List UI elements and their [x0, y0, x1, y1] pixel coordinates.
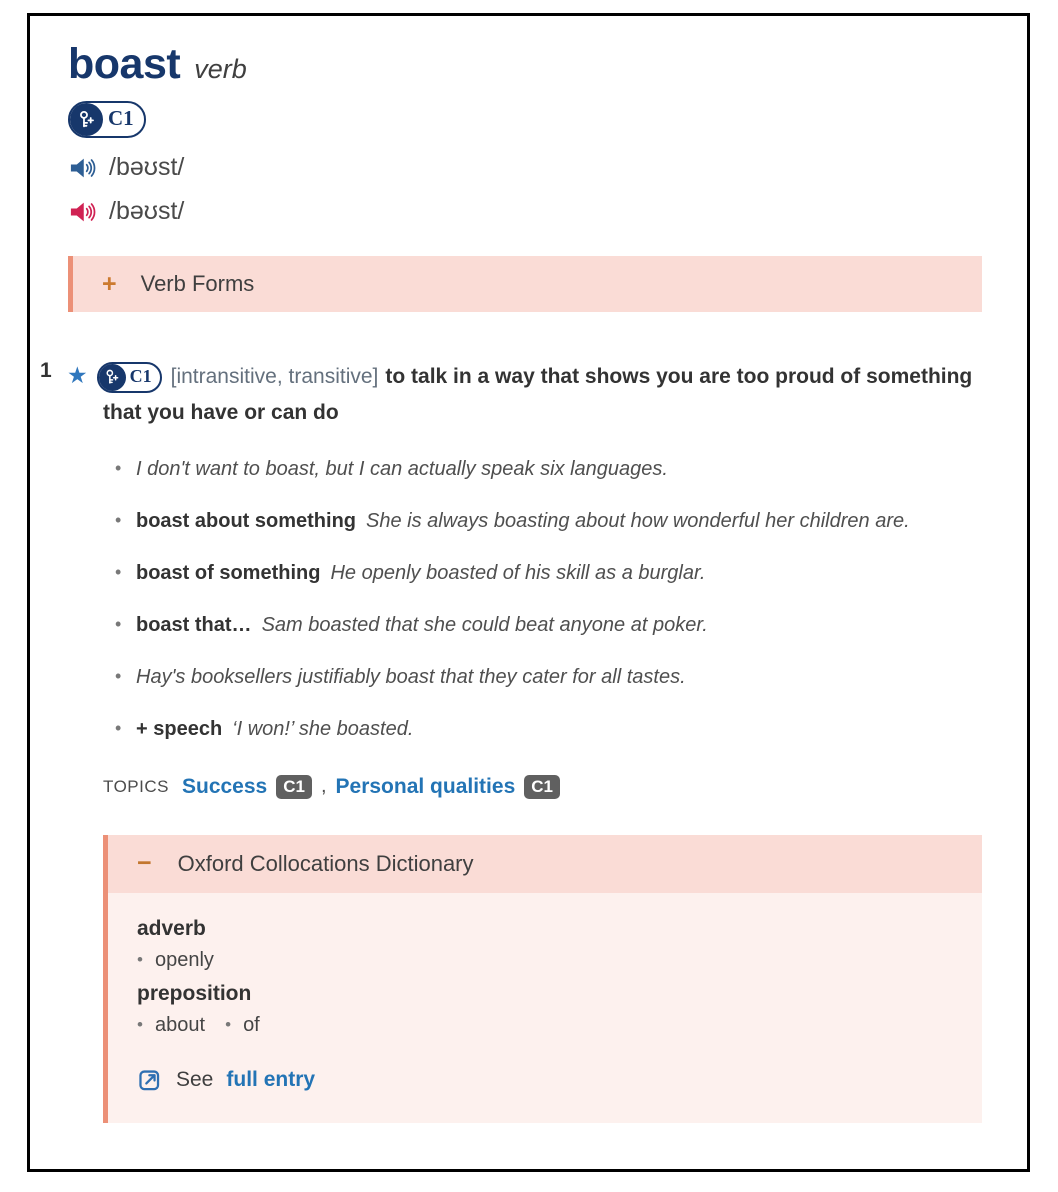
us-audio-speaker-icon[interactable] [68, 198, 96, 226]
example-text: Hay's booksellers justifiably boast that they cater for all tastes. [136, 665, 686, 688]
sense-body [67, 356, 982, 1123]
definition-text: to talk in a way that shows you are too proud of something that you have or can do [103, 365, 973, 425]
example-item [103, 456, 982, 483]
phonetic-us: /bəʊst/ [109, 197, 185, 225]
collocation-items [137, 949, 952, 972]
topic-level-chip[interactable]: C1 [524, 775, 560, 799]
uk-audio-speaker-icon[interactable] [68, 154, 96, 182]
key-plus-icon [99, 364, 126, 391]
grammar-label: [intransitive, transitive] [170, 365, 379, 388]
topics-row [103, 775, 982, 799]
dictionary-entry-panel [27, 13, 1030, 1172]
badge-row [68, 101, 982, 138]
example-pattern: + speech [136, 717, 223, 740]
verb-forms-toggle[interactable] [68, 256, 982, 312]
example-item [103, 716, 982, 743]
example-item [103, 508, 982, 535]
pron-row-us [68, 197, 982, 226]
collocations-toggle[interactable] [108, 835, 982, 893]
collocation-item: • about [137, 1014, 205, 1037]
example-text: Sam boasted that she could beat anyone at poker. [261, 613, 708, 636]
example-item [103, 612, 982, 639]
entry-level-label: C1 [108, 106, 134, 130]
topics-label: TOPICS [103, 776, 169, 796]
oxford-key-level-badge[interactable] [68, 101, 146, 138]
examples-list [103, 456, 982, 743]
headline [68, 40, 982, 89]
external-link-icon[interactable] [137, 1067, 163, 1093]
collapse-minus-icon[interactable]: − [137, 849, 152, 878]
headword: boast [68, 40, 181, 88]
collocation-item: • openly [137, 949, 214, 972]
see-full-entry-row [137, 1067, 952, 1093]
definition-line [67, 356, 982, 431]
collocations-box [103, 835, 982, 1123]
sense-level-label: C1 [129, 366, 152, 387]
topic-separator: , [320, 775, 327, 798]
expand-plus-icon[interactable]: + [102, 269, 117, 298]
collocations-title: Oxford Collocations Dictionary [177, 850, 474, 876]
collocation-group-heading: adverb [137, 916, 206, 940]
collocation-group-heading: preposition [137, 981, 252, 1005]
entry-head [30, 16, 1027, 226]
collocations-body [108, 893, 982, 1123]
topic-name[interactable]: Success [181, 774, 268, 798]
verb-forms-label: Verb Forms [140, 271, 255, 296]
topic-name[interactable]: Personal qualities [335, 774, 516, 798]
example-text: She is always boasting about how wonderful her children are. [366, 509, 910, 532]
star-icon[interactable]: ★ [67, 362, 88, 388]
example-text: ‘I won!’ she boasted. [232, 717, 414, 740]
see-label: See [176, 1067, 214, 1091]
part-of-speech: verb [194, 54, 247, 84]
sense-number: 1 [40, 359, 52, 382]
collocation-items [137, 1014, 952, 1037]
key-plus-icon [70, 103, 103, 136]
example-pattern: boast of something [136, 561, 321, 584]
sense-1 [40, 356, 982, 1123]
example-item [103, 664, 982, 691]
topic-link-success[interactable] [182, 775, 312, 799]
example-text: He openly boasted of his skill as a burglar. [330, 561, 706, 584]
phonetic-uk: /bəʊst/ [109, 153, 185, 181]
topic-link-personal-qualities[interactable] [336, 775, 560, 799]
example-item [103, 560, 982, 587]
example-pattern: boast that… [136, 613, 252, 636]
oxford-key-level-badge-sense[interactable] [97, 362, 162, 393]
example-text: I don't want to boast, but I can actually speak six languages. [136, 457, 668, 480]
topic-level-chip[interactable]: C1 [276, 775, 312, 799]
pron-row-uk [68, 153, 982, 182]
collocation-item: • of [225, 1014, 260, 1037]
example-pattern: boast about something [136, 509, 356, 532]
full-entry-link[interactable]: full entry [226, 1067, 316, 1091]
